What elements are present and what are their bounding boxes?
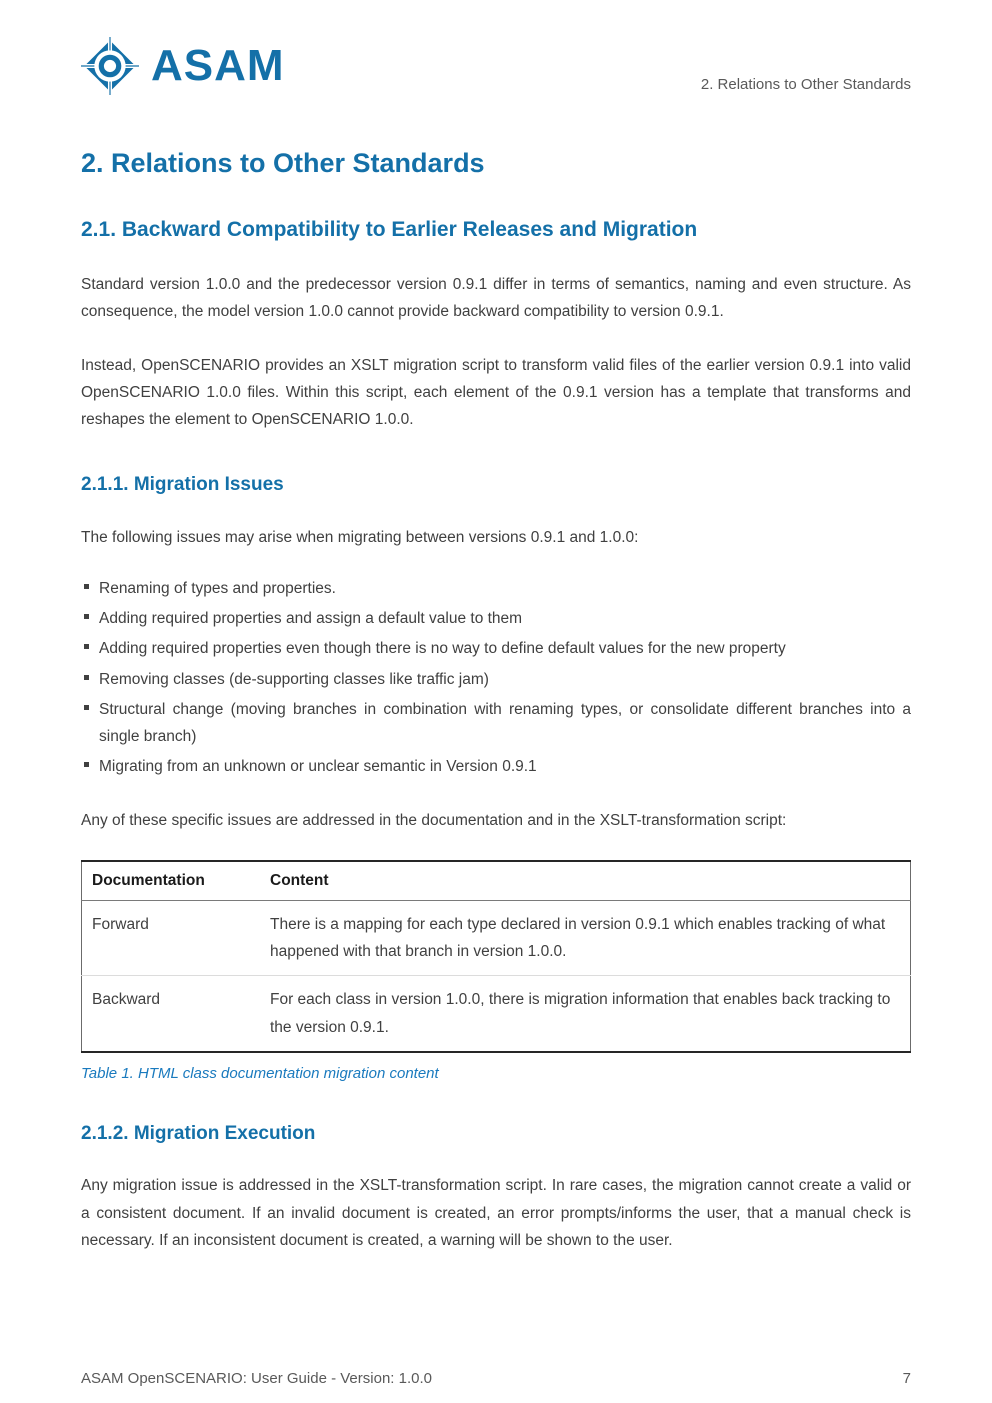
paragraph: The following issues may arise when migrating between versions 0.9.1 and 1.0.0: xyxy=(81,529,639,547)
table-cell-documentation: Forward xyxy=(92,916,149,934)
list-item: Migrating from an unknown or unclear semantic in Version 0.9.1 xyxy=(81,753,911,780)
migration-issues-list xyxy=(81,575,911,780)
paragraph: Instead, OpenSCENARIO provides an XSLT migration script to transform valid files of the earlier version 0.9.1 into valid OpenSCENARIO 1.0.0 files. Within this script, each element of the 0.9.1 version has a template that transforms and reshapes the element to OpenSCENARIO 1.0.0. xyxy=(81,356,911,429)
section-heading-2-1: 2.1. Backward Compatibility to Earlier Releases and Migration xyxy=(81,218,698,242)
paragraph: Standard version 1.0.0 and the predecessor version 0.9.1 differ in terms of semantics, naming and even structure. As consequence, the model version 1.0.0 cannot provide backward compatibility to version 0.9.1. xyxy=(81,275,911,320)
list-item: Structural change (moving branches in combination with renaming types, or consolidate different branches into a single branch) xyxy=(81,696,911,750)
chapter-heading: 2. Relations to Other Standards xyxy=(81,148,485,178)
paragraph: Any of these specific issues are addressed in the documentation and in the XSLT-transformation script: xyxy=(81,812,787,830)
list-item: Removing classes (de-supporting classes like traffic jam) xyxy=(81,666,911,693)
table-row xyxy=(82,976,911,1052)
table-header-content: Content xyxy=(260,861,911,901)
footer-page-number: 7 xyxy=(902,1370,911,1387)
table-header-row xyxy=(82,861,911,901)
page-header xyxy=(81,0,911,95)
footer-document-title: ASAM OpenSCENARIO: User Guide - Version: 1.0.0 xyxy=(81,1370,432,1387)
table-cell-documentation: Backward xyxy=(82,976,261,1052)
list-item: Adding required properties and assign a default value to them xyxy=(81,605,911,632)
paragraph: Any migration issue is addressed in the XSLT-transformation script. In rare cases, the migration cannot create a valid or a consistent document. If an invalid document is created, an error prompts/informs the user, that a manual check is necessary. If an inconsistent document is created, a warning will be shown to the user. xyxy=(81,1177,911,1249)
page-footer xyxy=(81,1370,911,1387)
asam-logo xyxy=(81,37,285,95)
asam-compass-icon xyxy=(81,37,139,95)
migration-documentation-table xyxy=(81,860,911,1053)
section-heading-2-1-1: 2.1.1. Migration Issues xyxy=(81,474,284,496)
table-header-documentation: Documentation xyxy=(82,861,261,901)
section-heading-2-1-2: 2.1.2. Migration Execution xyxy=(81,1122,316,1144)
table-caption: Table 1. HTML class documentation migration content xyxy=(81,1064,439,1082)
table-cell-content: For each class in version 1.0.0, there is migration information that enables back tracking to the version 0.9.1. xyxy=(260,976,911,1052)
table-cell-content: There is a mapping for each type declared in version 0.9.1 which enables tracking of what happened with that branch in version 1.0.0. xyxy=(270,916,886,961)
asam-logo-wordmark: ASAM xyxy=(151,41,285,90)
table-row xyxy=(82,901,911,976)
list-item: Renaming of types and properties. xyxy=(81,575,911,602)
running-header-title: 2. Relations to Other Standards xyxy=(700,76,911,93)
list-item: Adding required properties even though there is no way to define default values for the new property xyxy=(81,635,911,662)
